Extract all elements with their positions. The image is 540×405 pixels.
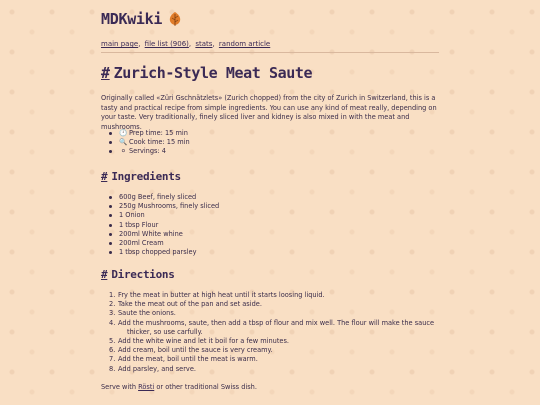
prep-time: Prep time: 15 min [129, 129, 188, 137]
list-item: 5. Add the white wine and let it boil for a few minutes. [109, 337, 289, 346]
nav-stats[interactable]: stats [195, 40, 213, 48]
nav-random-article[interactable]: random article [218, 40, 271, 48]
list-item [109, 129, 190, 138]
article-intro: Originally called «Züri Gschnätzlets» (Zurich chopped) from the city of Zurich in Switzerland, this is a tasty and practical recipe from simple ingredients. You can use any kind of meat really, depending on your taste. Very traditionally, finely sliced liver and kidney is also mixed in with the meat and mushrooms. [101, 94, 437, 131]
serving-note: Serve with Rösti or other traditional Swiss dish. [101, 383, 257, 391]
ingredients-list [109, 193, 219, 257]
list-item: 3. Saute the onions. [109, 309, 176, 318]
plate-icon: ⚪ [120, 147, 127, 156]
directions-list [109, 291, 439, 374]
list-item: 1 Onion [109, 211, 219, 220]
site-name[interactable]: MDKwiki [101, 10, 163, 28]
servings: Servings: 4 [129, 147, 166, 156]
list-item: 6. Add cream, boil until the sauce is very creamy. [109, 346, 273, 355]
list-item [109, 147, 190, 156]
nav-file-list[interactable]: file list (906) [144, 40, 189, 48]
directions-heading: # Directions [101, 268, 175, 281]
rosti-link[interactable]: Rösti [138, 383, 155, 391]
list-item: 200ml White whine [109, 230, 219, 239]
magnifier-icon: 🔍 [119, 138, 128, 147]
list-item: 200ml Cream [109, 239, 219, 248]
ingredients-heading: # Ingredients [101, 170, 181, 183]
site-brand[interactable] [101, 10, 183, 28]
cook-time: Cook time: 15 min [129, 138, 190, 147]
page-title-text: Zurich-Style Meat Saute [113, 64, 313, 82]
list-item: 8. Add parsley, and serve. [109, 364, 196, 373]
list-item: 600g Beef, finely sliced [109, 193, 219, 202]
top-nav: main page, file list (906), stats, random article [101, 40, 271, 48]
list-item [109, 138, 190, 147]
list-item: 1. Fry the meat in butter at high heat until it starts loosing liquid. [109, 291, 325, 299]
autumn-leaf-icon [167, 11, 183, 27]
ingredients-anchor-link[interactable]: # [101, 170, 108, 183]
clock-icon: 🕛 [119, 129, 128, 137]
list-item: 1 tbsp Flour [109, 221, 219, 230]
list-item: 250g Mushrooms, finely sliced [109, 202, 219, 211]
list-item: 4. Add the mushrooms, saute, then add a tbsp of flour and mix well. The flour will make the sauce thicker, so use carfully. [109, 318, 435, 336]
page-title [101, 64, 312, 82]
title-anchor-link[interactable]: # [101, 64, 110, 82]
list-item: 2. Take the meat out of the pan and set aside. [109, 300, 262, 309]
list-item: 1 tbsp chopped parsley [109, 248, 219, 257]
directions-anchor-link[interactable]: # [101, 268, 108, 281]
recipe-meta-list [109, 129, 190, 157]
nav-main-page[interactable]: main page [101, 40, 139, 48]
list-item: 7. Add the meat, boil until the meat is warm. [109, 355, 258, 364]
header-divider [101, 52, 439, 53]
